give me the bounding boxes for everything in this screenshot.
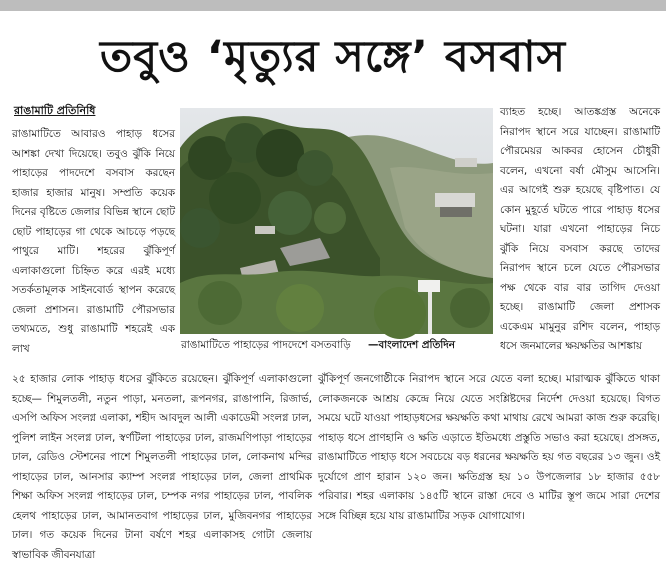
photo-caption: [181, 338, 493, 355]
top-rule: [0, 0, 666, 11]
hillside-houses-photo: [180, 108, 493, 334]
article-text-left: রাঙামাটিতে আবারও পাহাড় ধসের আশঙ্কা দেখা দিয়েছে। তবুও ঝুঁকি নিয়ে পাহাড়ের পাদদেশে বসবাস করছেন হাজার হাজার মানুষ। সম্প্রতি কয়েক দিনের বৃষ্টিতে জেলার বিভিন্ন স্থানে ছোট ছোট পাহাড়ের গা থেকে আচড়ে পড়ছে পাথুরে মাটি। শহরের ঝুঁকিপূর্ণ এলাকাগুলো চিহ্নিত করে এরই মধ্যে সতর্কতামূলক সাইনবোর্ড স্থাপন করেছে জেলা প্রশাসন। রাঙামাটি পৌরসভার তথ্যমতে, শুধু রাঙামাটি শহরেই এক লাখ: [12, 128, 175, 355]
article-text-bottom-right: ঝুঁকিপূর্ণ জনগোষ্ঠীকে নিরাপদ স্থানে সরে যেতে বলা হচ্ছে। মারাত্মক ঝুঁকিতে থাকা লোকজনকে আশ্রয় কেন্দ্রে নিয়ে যেতে সংশ্লিষ্টদের নির্দেশ দেওয়া হয়েছে। বিগত সময়ে ঘটে যাওয়া পাহাড়ধসের ক্ষয়ক্ষতি কথা মাথায় রেখে আমরা কাজ শুরু করেছি। পাহাড় ধসে প্রাণহানি ও ক্ষতি এড়াতে ইতিমধ্যে প্রস্তুতি সভাও করা হয়েছে। প্রসঙ্গত, রাঙামাটিতে পাহাড় ধসে সবচেয়ে বড় ধরনের ক্ষয়ক্ষতি হয় গত বছরের ১৩ জুন। ওই দুর্যোগে প্রাণ হারান ১২০ জন। ক্ষতিগ্রস্ত হয় ১০ উপজেলার ১৮ হাজার ৫৫৮ পরিবার। শহর এলাকায় ১৪৫টি স্থানে রাস্তা দেবে ও মাটির স্তূপ জমে সারা দেশের সঙ্গে বিচ্ছিন্ন হয়ে যায় রাঙামাটির সড়ক যোগাযোগ।: [318, 373, 660, 522]
byline: রাঙামাটি প্রতিনিধি: [14, 104, 96, 117]
photo-caption-text: রাঙামাটিতে পাহাড়ের পাদদেশে বসতবাড়ি: [181, 339, 351, 351]
news-photo: [180, 108, 493, 334]
article-column-left: [12, 125, 175, 370]
article-text-continued: [318, 370, 660, 537]
headline: তবুও ‘মৃত্যুর সঙ্গে’ বসবাস: [99, 32, 567, 82]
article-bottom-left: [12, 370, 312, 561]
article-text-right: ব্যাহত হচ্ছে। আতঙ্কগ্রস্ত অনেকে নিরাপদ স্থানে সরে যাচ্ছেন। রাঙামাটি পৌরমেয়র আকবর হোসেন চৌধুরী বলেন, এখনো বর্ষা মৌসুম আসেনি। এর আগেই শুরু হয়েছে বৃষ্টিপাত। যে কোন মুহূর্তে ঘটতে পারে পাহাড় ধসের ঘটনা। যারা এখনো পাহাড়ের নিচে ঝুঁকি নিয়ে বসবাস করছে তাদের নিরাপদ স্থানে চলে যেতে পৌরসভার পক্ষ থেকে বার বার তাগিদ দেওয়া হচ্ছে। রাঙামাটি জেলা প্রশাসক একেএম মামুনুর রশিদ বলেন, পাহাড় ধসে জনমালের ক্ষয়ক্ষতির আশঙ্কায়: [500, 106, 660, 352]
article-text-bottom-left: ২৫ হাজার লোক পাহাড় ধসের ঝুঁকিতে রয়েছেন। ঝুঁকিপূর্ণ এলাকাগুলো হচ্ছে— শিমুলতলী, নতুন পাড়া, মনতলা, রূপনগর, রাঙাপানি, রিজার্ভ, এসপি অফিস সংলগ্ন এলাকা, শহীদ আবদুল আলী একাডেমী সংলগ্ন ঢাল, পুলিশ লাইন সংলগ্ন ঢাল, স্বর্ণটিলা পাহাড়ের ঢাল, রাজমণিপাড়া পাহাড়ের ঢাল, রেডিও স্টেশনের পাশে শিমুলতলী পাহাড়ের ঢাল, লোকনাথ মন্দির পাহাড়ের ঢাল, আনসার ক্যাম্প সংলগ্ন পাহাড়ের ঢাল, জেলা প্রাথমিক শিক্ষা অফিস সংলগ্ন পাহাড়ের ঢাল, চম্পক নগর পাহাড়ের ঢাল, পাবলিক হেলথ পাহাড়ের ঢাল, আমানতবাগ পাহাড়ের ঢাল, মুজিবনগর পাহাড়ের ঢাল। গত কয়েক দিনের টানা বর্ষণে শহর এলাকাসহ গোটা জেলায় স্বাভাবিক জীবনযাত্রা: [12, 373, 312, 561]
photo-credit: —বাংলাদেশ প্রতিদিন: [367, 339, 455, 351]
article-column-right: [500, 103, 660, 368]
